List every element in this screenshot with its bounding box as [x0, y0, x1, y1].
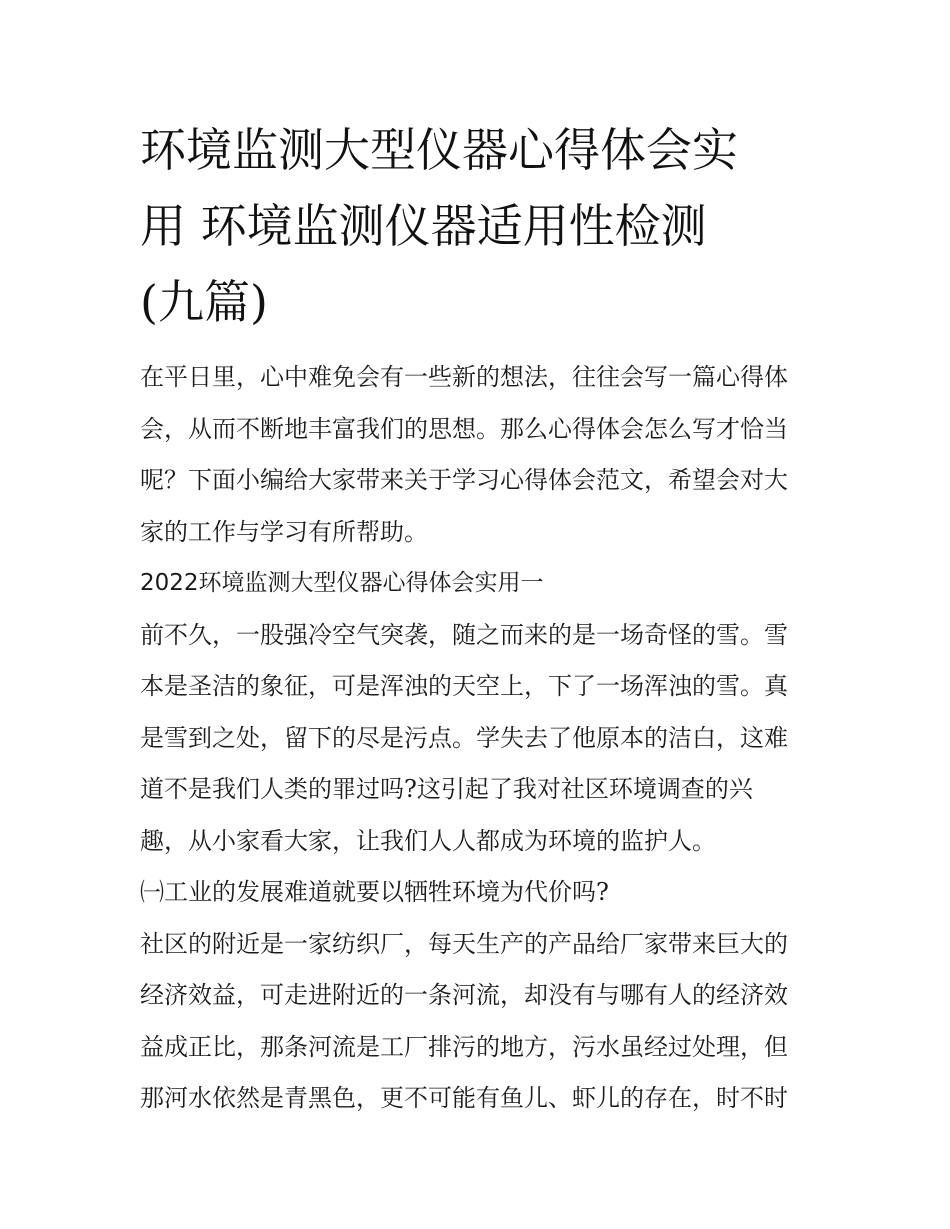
- title-line-1: 环境监测大型仪器心得体会实: [140, 123, 738, 177]
- paragraph-2-line-2: 经济效益，可走进附近的一条河流，却没有与哪有人的经济效: [140, 981, 788, 1009]
- subheading: ㈠工业的发展难道就要以牺牲环境为代价吗?: [140, 878, 609, 906]
- intro-paragraph: [140, 352, 815, 558]
- document-content: [140, 112, 815, 1125]
- paragraph-2: [140, 919, 815, 1125]
- paragraph-1-line-5: 趣，从小家看大家，让我们人人都成为环境的监护人。: [140, 826, 716, 855]
- intro-line-4: 家的工作与学习有所帮助。: [140, 517, 428, 546]
- paragraph-1: [140, 610, 815, 868]
- intro-line-3: 呢？下面小编给大家带来关于学习心得体会范文，希望会对大: [140, 466, 788, 494]
- paragraph-2-line-3: 益成正比，那条河流是工厂排污的地方，污水虽经过处理，但: [140, 1032, 788, 1061]
- document-title: [140, 112, 815, 340]
- paragraph-1-line-3: 是雪到之处，留下的尽是污点。学失去了他原本的洁白，这难: [140, 723, 788, 752]
- paragraph-1-line-1: 前不久，一股强冷空气突袭，随之而来的是一场奇怪的雪。雪: [140, 620, 788, 649]
- intro-line-1: 在平日里，心中难免会有一些新的想法，往往会写一篇心得体: [140, 363, 788, 391]
- paragraph-1-line-4: 道不是我们人类的罪过吗?这引起了我对社区环境调查的兴: [140, 775, 753, 803]
- title-line-2: 用 环境监测仪器适用性检测: [140, 199, 707, 253]
- title-line-3: (九篇): [140, 275, 268, 329]
- section-heading: 2022环境监测大型仪器心得体会实用一: [140, 570, 544, 596]
- paragraph-1-line-2: 本是圣洁的象征，可是浑浊的天空上，下了一场浑浊的雪。真: [140, 672, 788, 700]
- document-body: [140, 352, 815, 1125]
- paragraph-2-line-4: 那河水依然是青黑色，更不可能有鱼儿、虾儿的存在，时不时: [140, 1084, 788, 1112]
- intro-line-2: 会，从而不断地丰富我们的思想。那么心得体会怎么写才恰当: [140, 414, 788, 443]
- paragraph-2-line-1: 社区的附近是一家纺织厂，每天生产的产品给厂家带来巨大的: [140, 929, 788, 958]
